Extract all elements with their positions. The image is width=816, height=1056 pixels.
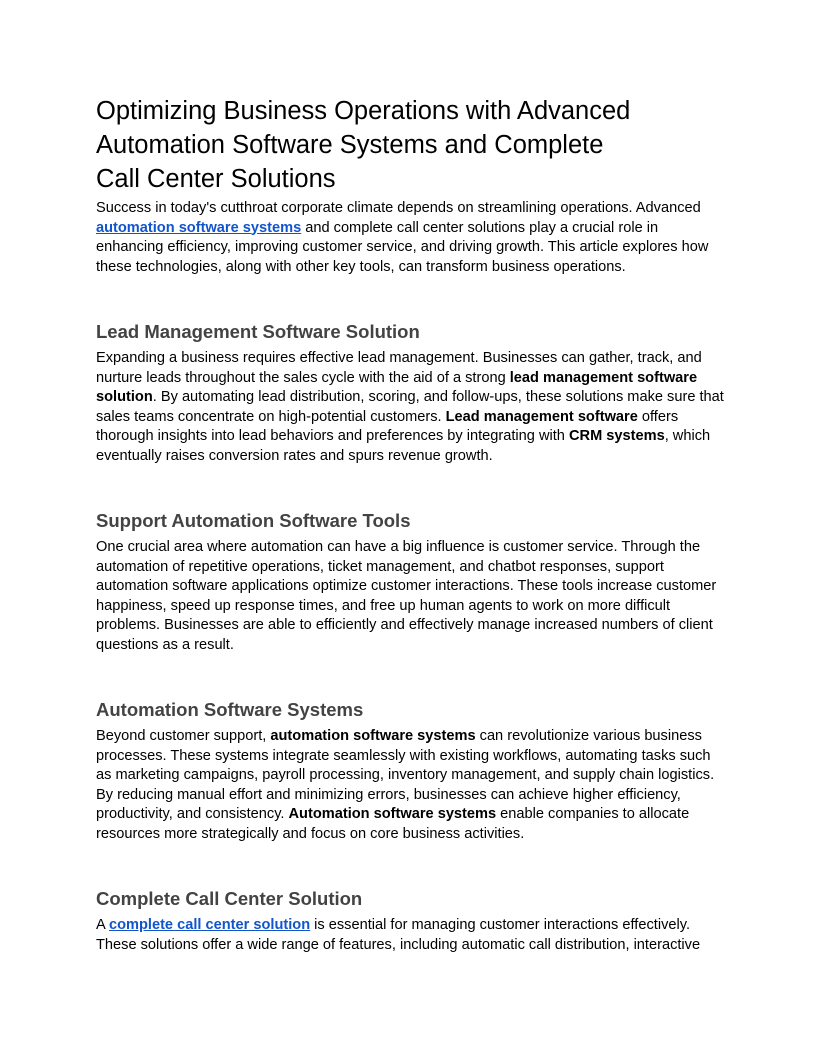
automation-software-systems-link[interactable]: automation software systems	[96, 219, 302, 236]
page-title	[96, 94, 726, 196]
intro-paragraph	[96, 199, 726, 277]
section-support-automation	[96, 509, 726, 655]
text: A	[96, 917, 109, 933]
text: is essential for managing customer interactions effectively. These solutions offer a wide range of features, including automatic call distribution, interactive	[96, 917, 701, 953]
title-line-1: Optimizing Business Operations with Advanced	[96, 97, 631, 125]
section-heading: Automation Software Systems	[96, 699, 364, 720]
intro-text-2: and complete call center solutions play a crucial role in enhancing efficiency, improving customer service, and driving growth. This article explores how these technologies, along with other key tools, can transform business operations.	[96, 219, 709, 275]
text: offers thorough insights into lead behaviors and preferences by integrating with	[96, 408, 679, 444]
text: enable companies to allocate resources more strategically and focus on core business activities.	[96, 806, 690, 842]
bold-text: lead management software solution	[96, 369, 698, 405]
text: Beyond customer support,	[96, 728, 271, 744]
text: Expanding a business requires effective lead management. Businesses can gather, track, and nurture leads throughout the sales cycle with the aid of a strong	[96, 350, 702, 386]
bold-text: Lead management software	[445, 408, 638, 425]
section-lead-management	[96, 320, 726, 466]
section-paragraph	[96, 916, 726, 955]
bold-text: Automation software systems	[288, 806, 497, 822]
section-heading: Lead Management Software Solution	[96, 321, 420, 342]
text: can revolutionize various business processes. These systems integrate seamlessly with existing workflows, automating tasks such as marketing campaigns, payroll processing, inventory management, and supply chain logistics. By reducing manual effort and minimizing errors, businesses can achieve higher efficiency, productivity, and consistency.	[96, 728, 715, 822]
document-page	[96, 94, 726, 955]
text: , which eventually raises conversion rates and spurs revenue growth.	[96, 428, 711, 464]
complete-call-center-solution-link[interactable]: complete call center solution	[108, 917, 311, 933]
section-heading: Support Automation Software Tools	[96, 510, 411, 531]
title-line-2: Automation Software Systems and Complete	[96, 131, 604, 159]
section-paragraph: One crucial area where automation can have a big influence is customer service. Through the automation of repetitive operations, ticket management, and chatbot responses, support automation software applications optimize customer interactions. These tools increase customer happiness, speed up response times, and free up human agents to work on more difficult problems. Businesses are able to efficiently and effectively manage increased numbers of client questions as a result.	[96, 539, 717, 653]
section-automation-software	[96, 698, 726, 844]
bold-text: automation software systems	[270, 728, 476, 744]
bold-text: CRM systems	[568, 428, 665, 444]
section-heading: Complete Call Center Solution	[96, 888, 363, 909]
section-paragraph	[96, 349, 726, 466]
text: . By automating lead distribution, scoring, and follow-ups, these solutions make sure that sales teams concentrate on high-potential customers.	[96, 389, 724, 425]
section-paragraph	[96, 727, 726, 844]
title-line-3: Call Center Solutions	[96, 165, 336, 193]
intro-text-1: Success in today's cutthroat corporate climate depends on streamlining operations. Advanced	[96, 200, 701, 216]
section-call-center	[96, 887, 726, 955]
